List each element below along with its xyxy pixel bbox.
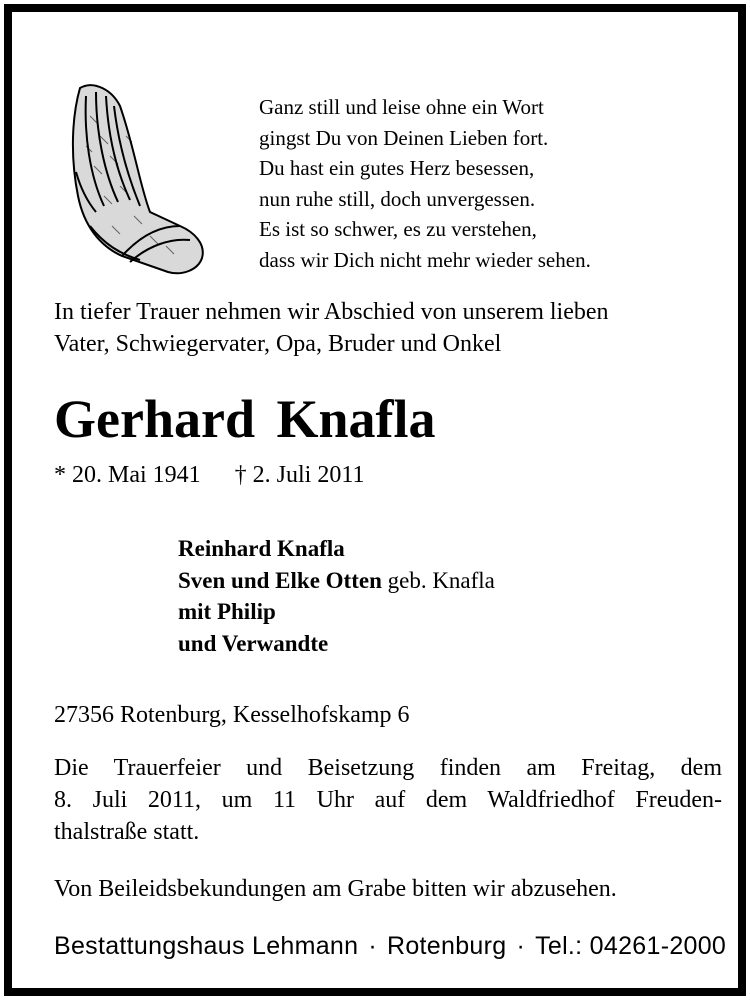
poem-line: Du hast ein gutes Herz besessen, [259, 156, 535, 180]
deceased-name: Gerhard Knafla [54, 389, 436, 449]
funeral-line: Die Trauerfeier und Beisetzung finden am Freitag, dem [54, 755, 722, 781]
poem-line: nun ruhe still, doch unvergessen. [259, 186, 536, 211]
intro-text [54, 296, 734, 360]
funeral-info [54, 752, 722, 848]
separator: · [368, 932, 377, 960]
praying-hands-icon [50, 76, 210, 286]
funeral-home-name: Bestattungshaus Lehmann [54, 932, 359, 960]
poem-line: dass wir Dich nicht mehr wieder sehen. [259, 247, 591, 272]
intro-line: Vater, Schwiegervater, Opa, Bruder und Onkel [54, 331, 502, 357]
poem-line: Es ist so schwer, es zu verstehen, [259, 217, 537, 241]
mourner-line: und Verwandte [178, 630, 329, 656]
poem-line: gingst Du von Deinen Lieben fort. [259, 125, 549, 150]
mourners [178, 533, 495, 659]
funeral-home-city: Rotenburg [386, 932, 507, 960]
funeral-line: 8. Juli 2011, um 11 Uhr auf dem Waldfriedhof Freuden- [54, 787, 722, 813]
maiden-name: geb. Knafla [381, 567, 495, 593]
mourner-line: Sven und Elke Otten [178, 567, 382, 593]
poem-line: Ganz still und leise ohne ein Wort [259, 95, 544, 119]
mourner-line: mit Philip [178, 599, 276, 624]
birth-symbol: * [54, 462, 66, 488]
funeral-line: thalstraße statt. [54, 819, 200, 845]
funeral-home-phone: Tel.: 04261-2000 [535, 932, 727, 960]
funeral-home-footer [54, 930, 726, 962]
intro-line: In tiefer Trauer nehmen wir Abschied von unserem lieben [54, 299, 609, 325]
death-symbol: † [234, 462, 247, 488]
condolence-note: Von Beileidsbekundungen am Grabe bitten wir abzusehen. [54, 876, 617, 902]
life-dates [54, 460, 364, 490]
obituary-notice [4, 4, 746, 996]
birth-date: 20. Mai 1941 [72, 462, 201, 488]
poem [259, 92, 591, 275]
death-date: 2. Juli 2011 [252, 462, 365, 488]
separator: · [516, 932, 526, 960]
address: 27356 Rotenburg, Kesselhofskamp 6 [54, 702, 410, 728]
mourner-line: Reinhard Knafla [178, 536, 345, 561]
